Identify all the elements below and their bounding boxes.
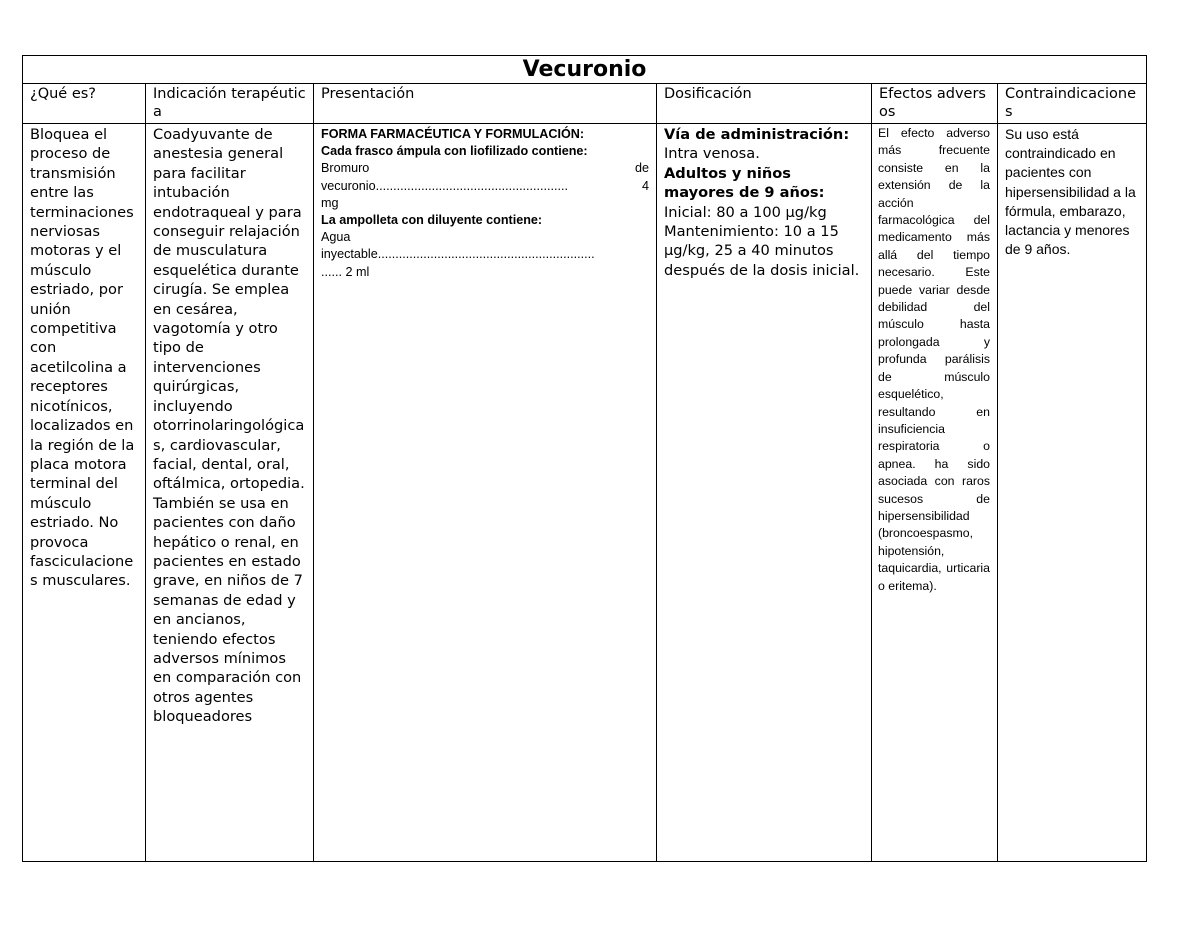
header-indicacion: Indicación terapéutica [146,84,314,124]
header-que-es: ¿Qué es? [23,84,146,124]
cell-que-es [23,124,146,862]
efectos-text: El efecto adverso más frecuente consiste en la extensión de la acción farmacológica del medicamento más allá del tiempo necesario. Este puede variar desde debilidad del músculo hasta prolongada y profunda parálisis de músculo esquelético, resultando en insuficiencia respiratoria o apnea. ha sido asociada con raros sucesos de hipersensibilidad (broncoespasmo, hipotensión, taquicardia, urticaria o eritema). [878,126,990,593]
via-value: Intra venosa. [664,145,760,163]
inyectable-dots: inyectable.............................................................. [321,247,595,262]
cell-efectos [872,124,998,862]
adultos-label: Adultos y niños mayores de 9 años: [664,164,825,202]
contraindicaciones-text: Su uso está contraindicado en pacientes con hipersensibilidad a la fórmula, embarazo, lactancia y menores de 9 años. [1005,126,1136,258]
indicacion-text: Coadyuvante de anestesia general para facilitar intubación endotraqueal y para conseguir relajación de musculatura esquelética durante cirugía. Se emplea en cesárea, vagotomía y otro tipo de intervenciones quirúrgicas, incluyendo otorrinolaringológicas, cardiovascular, facial, dental, oral, oftálmica, ortopedia. También se usa en pacientes con daño hepático o renal, en pacientes en estado grave, en niños de 7 semanas de edad y en ancianos, teniendo efectos adversos mínimos en comparación con otros agentes bloqueadores [153,126,305,726]
frasco-label: Cada frasco ámpula con liofilizado contiene: [321,144,588,159]
cell-dosificacion [657,124,872,862]
que-es-text: Bloquea el proceso de transmisión entre las terminaciones nerviosas motoras y el músculo estriado, por unión competitiva con acetilcolina a receptores nicotínicos, localizados en la región de la placa motora terminal del músculo estriado. No provoca fasciculaciones musculares. [30,126,135,590]
header-presentacion: Presentación [314,84,657,124]
cell-indicacion [146,124,314,862]
bromuro-de: de [634,161,649,176]
bromuro-dose: 4 [641,178,649,193]
content-row [23,124,1147,862]
header-row [23,84,1147,124]
header-efectos: Efectos adversos [872,84,998,124]
cell-presentacion [314,124,657,862]
via-label: Vía de administración: [664,126,850,143]
header-contraindicaciones: Contraindicaciones [998,84,1147,124]
bromuro-word: Bromuro [321,161,370,176]
bromuro-line-1 [321,160,649,177]
header-dosificacion: Dosificación [657,84,872,124]
title-row [23,56,1147,84]
table-title: Vecuronio [23,56,1147,84]
agua-volume: ...... 2 ml [321,264,370,279]
agua-word: Agua [321,230,351,245]
cell-contraindicaciones [998,124,1147,862]
vecuronio-dots: vecuronio....................................................... [321,178,569,193]
drug-info-table [22,55,1147,862]
presentacion-block [321,125,649,281]
bromuro-line-2 [321,178,649,195]
formulacion-heading: FORMA FARMACÉUTICA Y FORMULACIÓN: [321,127,585,141]
dosis-mantenimiento: Mantenimiento: 10 a 15 µg/kg, 25 a 40 minutos después de la dosis inicial. [664,223,860,279]
dosificacion-block [664,125,864,280]
dosis-inicial: Inicial: 80 a 100 µg/kg [664,203,827,221]
ampolleta-label: La ampolleta con diluyente contiene: [321,213,543,228]
bromuro-unit: mg [321,195,339,210]
